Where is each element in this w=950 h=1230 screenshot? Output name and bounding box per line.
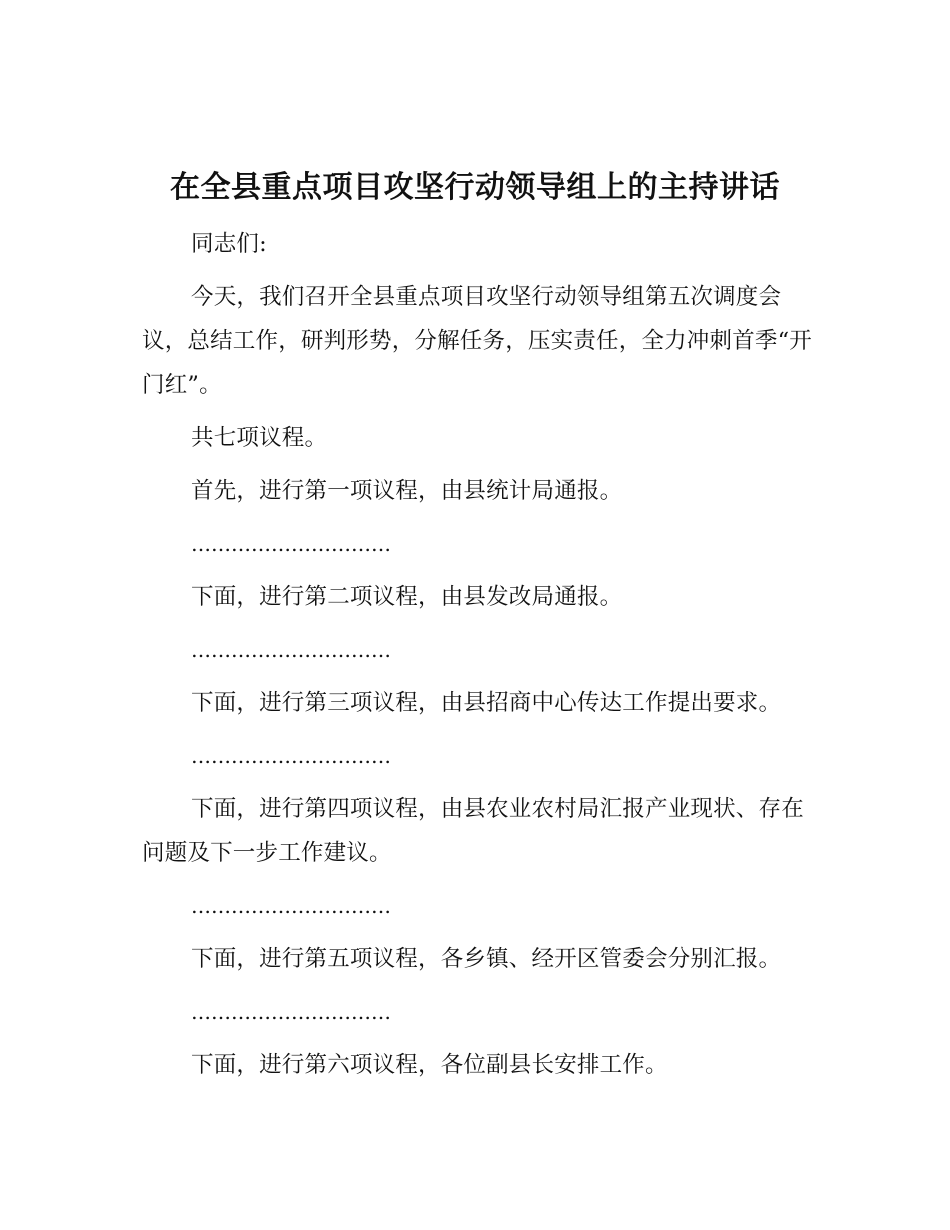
ellipsis-separator: ………………………… xyxy=(191,744,391,768)
paragraph-agenda-2: 下面，进行第二项议程，由县发改局通报。 xyxy=(191,584,623,610)
paragraph-agenda-1: 首先，进行第一项议程，由县统计局通报。 xyxy=(191,478,623,504)
document-body xyxy=(142,222,822,1096)
ellipsis-separator: ………………………… xyxy=(191,532,391,556)
ellipsis-separator: ………………………… xyxy=(191,638,391,662)
ellipsis-separator: ………………………… xyxy=(191,894,391,918)
paragraph-agenda-4: 下面，进行第四项议程，由县农业农村局汇报产业现状、存在问题及下一步工作建议。 xyxy=(142,796,804,866)
paragraph-opening: 今天，我们召开全县重点项目攻坚行动领导组第五次调度会议，总结工作，研判形势，分解任务，压实责任，全力冲刺首季“开门红”。 xyxy=(142,284,813,398)
document-title: 在全县重点项目攻坚行动领导组上的主持讲话 xyxy=(170,170,780,205)
ellipsis-separator: ………………………… xyxy=(191,1000,391,1024)
paragraph-agenda-6: 下面，进行第六项议程，各位副县长安排工作。 xyxy=(191,1052,668,1078)
paragraph-agenda-5: 下面，进行第五项议程，各乡镇、经开区管委会分别汇报。 xyxy=(191,946,782,972)
paragraph-agenda-3: 下面，进行第三项议程，由县招商中心传达工作提出要求。 xyxy=(191,690,782,716)
greeting: 同志们: xyxy=(191,231,267,257)
paragraph-agenda-count: 共七项议程。 xyxy=(191,425,328,451)
